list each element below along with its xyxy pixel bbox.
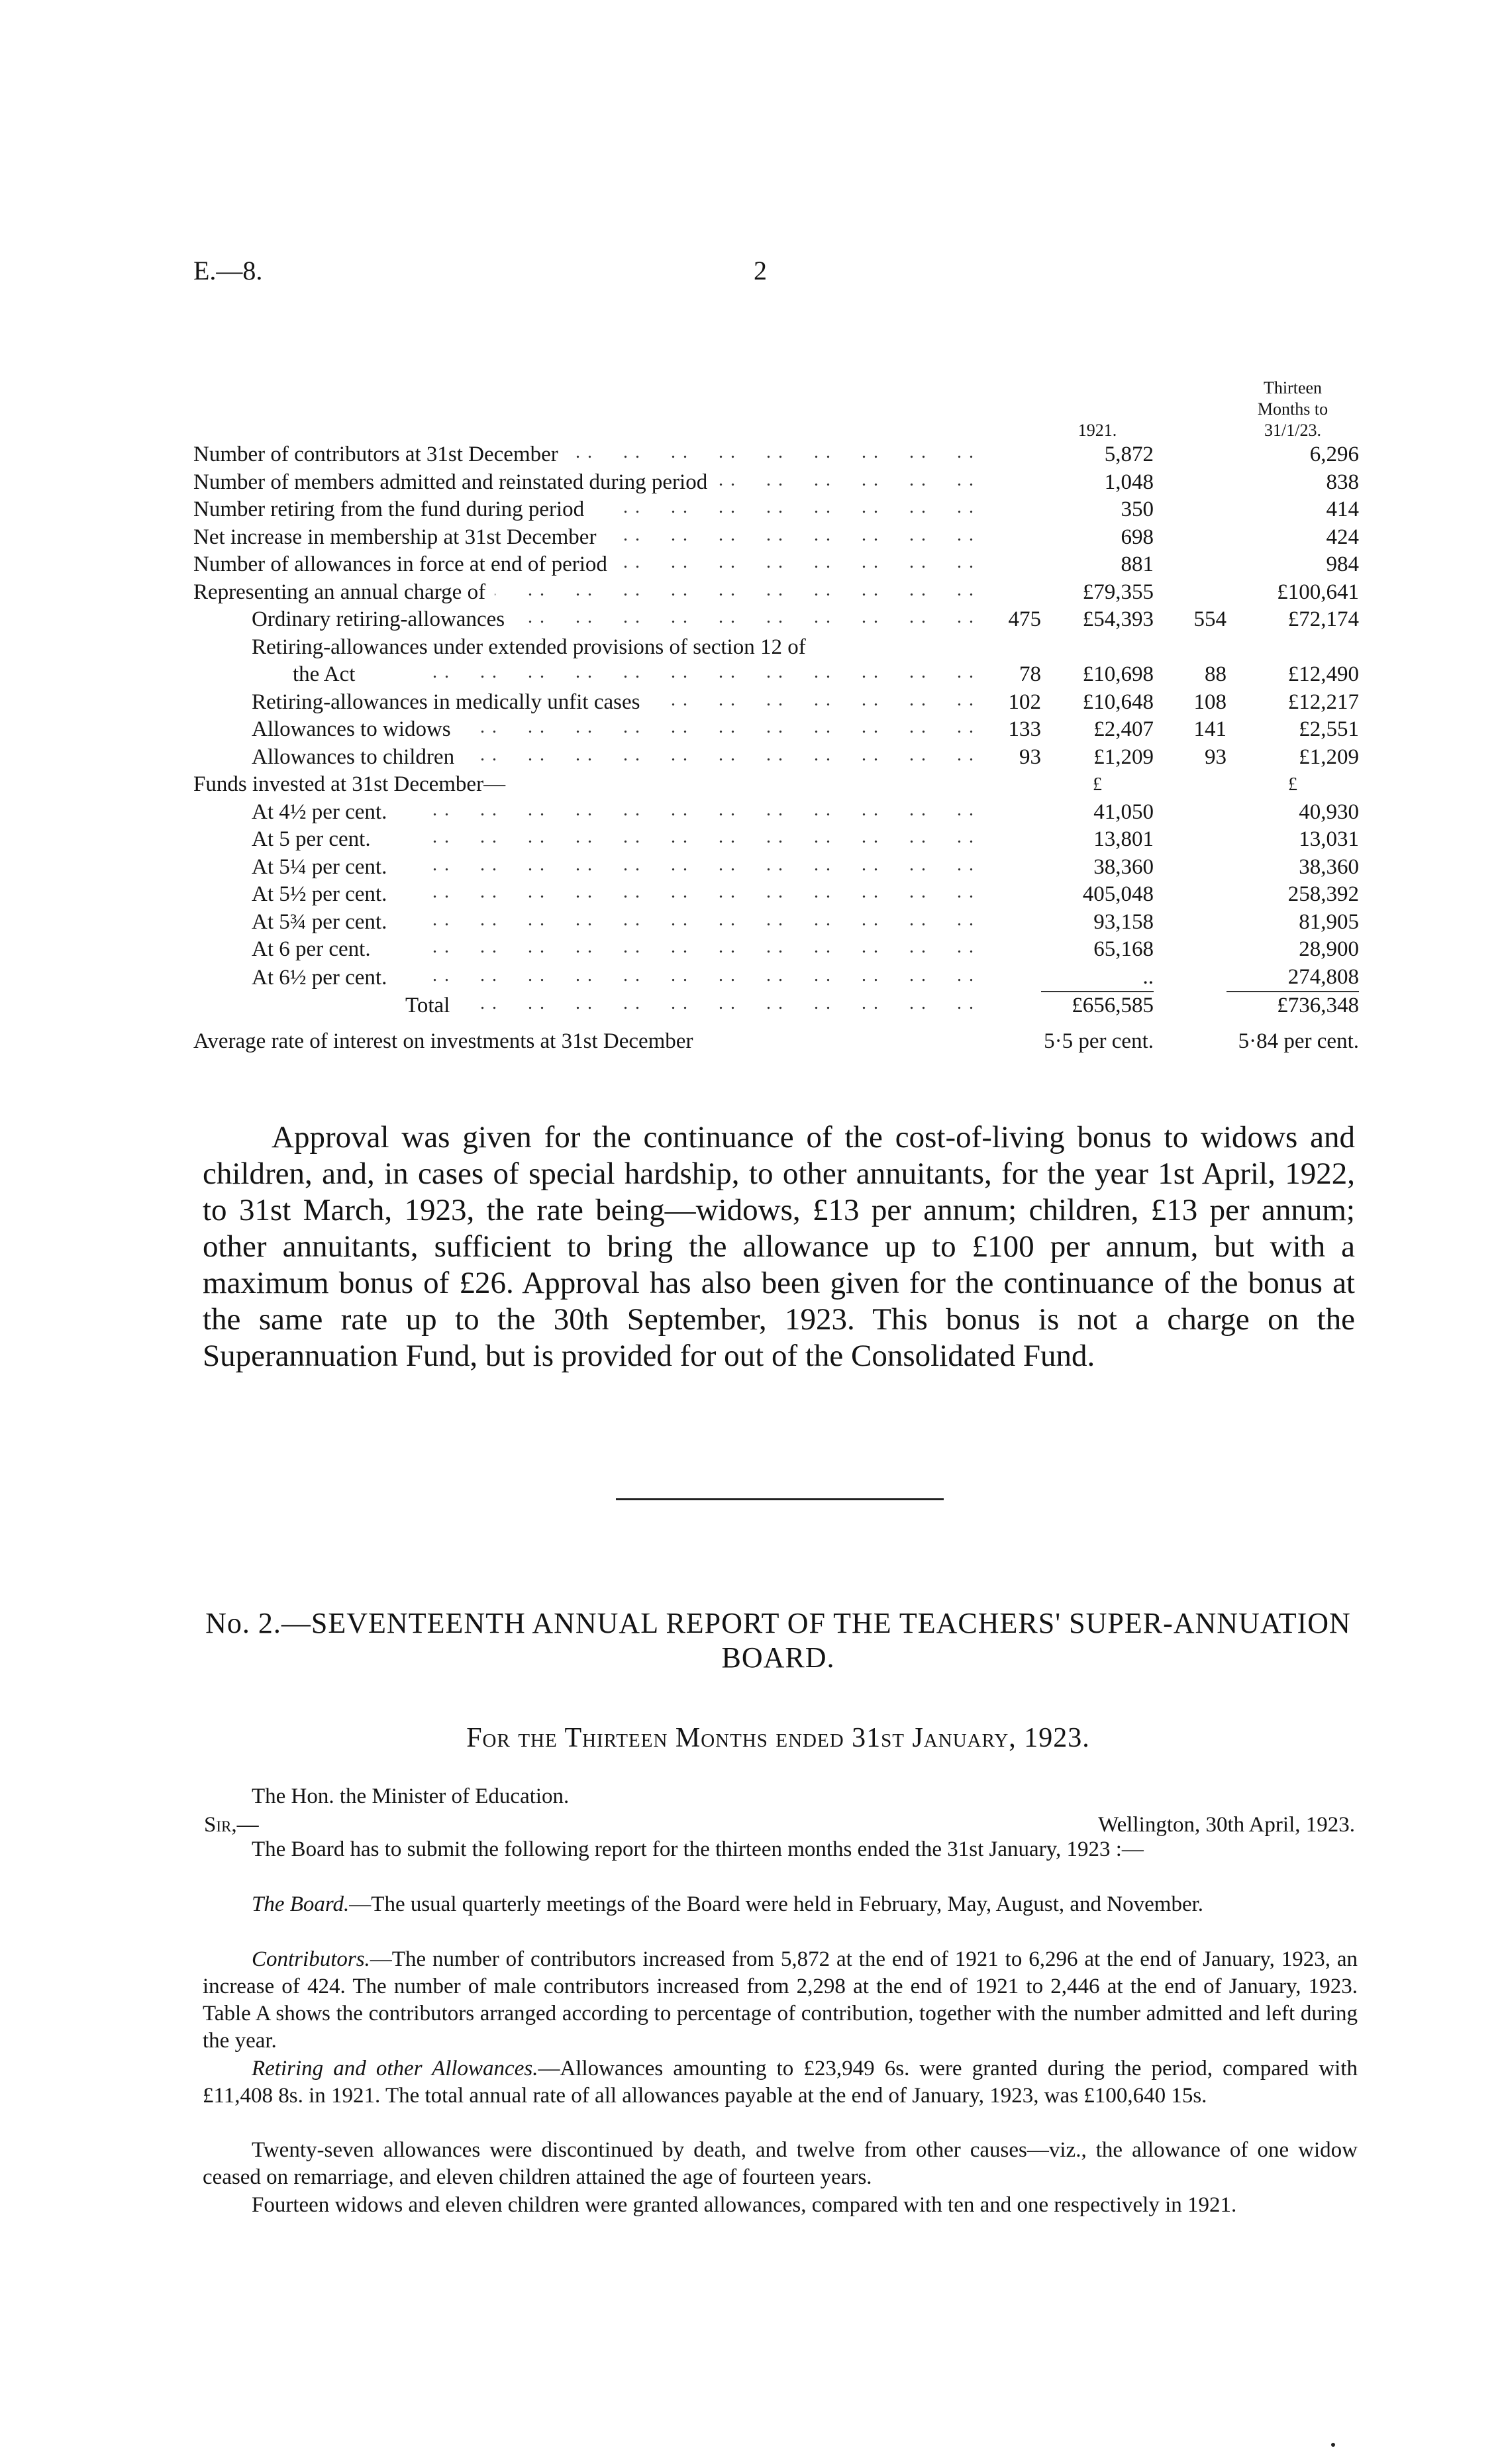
count-1923: 108 <box>1193 690 1227 714</box>
value-1923: £2,551 <box>1299 717 1359 741</box>
row-label: Retiring-allowances in medically unfit cases <box>252 690 649 714</box>
value-1921: 38,360 <box>1093 854 1154 879</box>
value-1921: £10,698 <box>1082 662 1154 686</box>
table-row <box>193 881 1359 909</box>
board-heading: The Board. <box>252 1892 350 1916</box>
row-label: At 6½ per cent. <box>252 966 396 990</box>
value-1921: £1,209 <box>1093 744 1154 769</box>
table-row <box>193 854 1359 882</box>
table-row <box>193 716 1359 744</box>
value-1921: £2,407 <box>1093 717 1154 741</box>
row-label: At 4½ per cent. <box>252 800 396 824</box>
place-date: Wellington, 30th April, 1923. <box>1098 1813 1355 1837</box>
table-row <box>193 634 1359 662</box>
page-mark <box>1331 2443 1335 2447</box>
value-1921: £10,648 <box>1082 690 1154 714</box>
table-row <box>193 551 1359 579</box>
row-label: At 5¼ per cent. <box>252 855 396 879</box>
total-label: Total <box>405 994 459 1017</box>
row-label: Number retiring from the fund during period <box>193 497 593 521</box>
row-label: At 5½ per cent. <box>252 882 396 906</box>
section-divider <box>616 1498 944 1500</box>
value-1921: 1,048 <box>1104 470 1154 494</box>
table-row <box>193 826 1359 854</box>
pound-sign: £ <box>1288 774 1297 795</box>
value-1923: £12,490 <box>1287 662 1359 686</box>
row-label: Allowances to children <box>252 745 464 769</box>
table-row <box>193 469 1359 497</box>
document-reference: E.—8. <box>193 256 263 285</box>
table-row <box>193 441 1359 469</box>
contributors-text: —The number of contributors increased from 5,872 at the end of 1921 to 6,296 at the end of January, 1923, an increase of 424. The number of male contributors increased from 2,298 at the end of 1921 to 2,446 at the end of January, 1923. Table A shows the contributors arranged according to percentage of contribution, together with the number admitted and left during the year. <box>203 1947 1358 2053</box>
contributors-heading: Contributors. <box>252 1947 370 1971</box>
report-subtitle: For the Thirteen Months ended 31st January, 1923. <box>466 1723 1090 1753</box>
table-row <box>193 689 1359 717</box>
table-row <box>193 936 1359 964</box>
value-1923: 984 <box>1326 552 1359 576</box>
row-label: Representing an annual charge of <box>193 580 495 604</box>
value-1921: .. <box>1142 964 1154 989</box>
intro-paragraph: The Board has to submit the following report for the thirteen months ended the 31st January, 1923 :— <box>252 1837 1144 1861</box>
value-1921: 41,050 <box>1093 799 1154 824</box>
value-1923: 258,392 <box>1287 882 1359 906</box>
value-1923: 838 <box>1326 470 1359 494</box>
count-1921: 93 <box>1019 744 1041 769</box>
value-1921: 698 <box>1121 525 1154 549</box>
pound-sign: £ <box>1093 774 1102 795</box>
average-label: Average rate of interest on investments at 31st December <box>193 1029 693 1053</box>
table-row <box>193 524 1359 552</box>
value-1921: 405,048 <box>1082 882 1154 906</box>
widows-paragraph: Fourteen widows and eleven children were granted allowances, compared with ten and one respectively in 1921. <box>252 2193 1237 2217</box>
row-label: Number of members admitted and reinstated during period <box>193 470 717 494</box>
board-paragraph <box>203 1891 1358 1918</box>
total-1921: £656,585 <box>1041 992 1154 1020</box>
value-1923: £1,209 <box>1299 744 1359 769</box>
count-1921: 78 <box>1019 662 1041 686</box>
value-1923: 424 <box>1326 525 1359 549</box>
table-row <box>193 661 1359 689</box>
statistics-table <box>193 378 1359 1055</box>
value-1923: £72,174 <box>1287 607 1359 631</box>
count-1923: 93 <box>1205 744 1227 769</box>
row-label: the Act <box>293 662 364 686</box>
salutation: Sir,— <box>204 1813 259 1837</box>
row-label: Ordinary retiring-allowances <box>252 607 514 631</box>
value-1923: 81,905 <box>1299 909 1359 934</box>
value-1921: 13,801 <box>1093 827 1154 851</box>
value-1923: £12,217 <box>1287 690 1359 714</box>
column-header-thirteen-months: Thirteen Months to 31/1/23. <box>1257 378 1328 440</box>
table-row <box>193 606 1359 634</box>
addressee: The Hon. the Minister of Education. <box>252 1784 570 1808</box>
value-1923: 6,296 <box>1309 442 1359 466</box>
row-label: Number of allowances in force at end of period <box>193 552 617 576</box>
value-1923: 40,930 <box>1299 799 1359 824</box>
table-row <box>193 964 1359 992</box>
value-1923: £100,641 <box>1277 580 1359 604</box>
value-1921: 93,158 <box>1093 909 1154 934</box>
average-row <box>193 1020 1359 1056</box>
row-label: Net increase in membership at 31st December <box>193 525 605 549</box>
allowances-heading: Retiring and other Allowances. <box>252 2057 538 2080</box>
row-label: Allowances to widows <box>252 717 460 741</box>
allowances-text: —Allowances amounting to £23,949 6s. were granted during the period, compared with £11,408 8s. in 1921. The total annual rate of all allowances payable at the end of January, 1923, was £100,640 15s. <box>203 2057 1358 2108</box>
value-1921: 350 <box>1121 497 1154 521</box>
value-1923: 274,808 <box>1287 964 1359 989</box>
table-row <box>193 771 1359 799</box>
count-1921: 102 <box>1008 690 1041 714</box>
value-1921: £54,393 <box>1082 607 1154 631</box>
value-1921: £79,355 <box>1082 580 1154 604</box>
table-header-row <box>193 378 1359 441</box>
count-1923: 554 <box>1193 607 1227 631</box>
table-row <box>193 744 1359 772</box>
approval-paragraph: Approval was given for the continuance of the cost-of-living bonus to widows and children, and, in cases of special hardship, to other annuitants, for the year 1st April, 1922, to 31st March, 1923, the rate being—widows, £13 per annum; children, £13 per annum; other annuitants, sufficient to bring the allowance up to £100 per annum, but with a maximum bonus of £26. Approval has also been given for the continuance of the bonus at the same rate up to the 30th September, 1923. This bonus is not a charge on the Superannuation Fund, but is provided for out of the Consolidated Fund. <box>203 1120 1355 1373</box>
value-1921: 5,872 <box>1104 442 1154 466</box>
count-1923: 141 <box>1193 717 1227 741</box>
average-1921: 5·5 per cent. <box>1044 1029 1154 1053</box>
value-1921: 65,168 <box>1093 937 1154 961</box>
value-1923: 28,900 <box>1299 937 1359 961</box>
value-1923: 13,031 <box>1299 827 1359 851</box>
total-row <box>193 992 1359 1020</box>
discontinued-paragraph: Twenty-seven allowances were discontinued by death, and twelve from other causes—viz., the allowance of one widow ceased on remarriage, and eleven children attained the age of fourteen years. <box>203 2138 1358 2189</box>
count-1923: 88 <box>1205 662 1227 686</box>
row-label: At 5 per cent. <box>252 827 380 851</box>
value-1921: 881 <box>1121 552 1154 576</box>
row-label: At 6 per cent. <box>252 937 380 961</box>
average-1923: 5·84 per cent. <box>1238 1029 1359 1053</box>
contributors-paragraph <box>203 1946 1358 2055</box>
row-label: At 5¾ per cent. <box>252 910 396 934</box>
board-text: —The usual quarterly meetings of the Board were held in February, May, August, and November. <box>349 1892 1204 1916</box>
page-number: 2 <box>754 256 767 285</box>
table-row <box>193 909 1359 937</box>
count-1921: 475 <box>1008 607 1041 631</box>
value-1923: 38,360 <box>1299 854 1359 879</box>
table-row <box>193 799 1359 827</box>
allowances-paragraph <box>203 2055 1358 2110</box>
row-label-line1: Retiring-allowances under extended provisions of section 12 of <box>252 635 806 659</box>
row-label: Number of contributors at 31st December <box>193 442 568 466</box>
value-1923: 414 <box>1326 497 1359 521</box>
table-row <box>193 496 1359 524</box>
report-title: No. 2.—SEVENTEENTH ANNUAL REPORT OF THE TEACHERS' SUPER-ANNUATION BOARD. <box>205 1607 1351 1674</box>
column-header-1921: 1921. <box>1077 421 1117 440</box>
table-row <box>193 579 1359 607</box>
total-1923: £736,348 <box>1227 992 1359 1020</box>
count-1921: 133 <box>1008 717 1041 741</box>
funds-heading: Funds invested at 31st December— <box>193 772 506 796</box>
